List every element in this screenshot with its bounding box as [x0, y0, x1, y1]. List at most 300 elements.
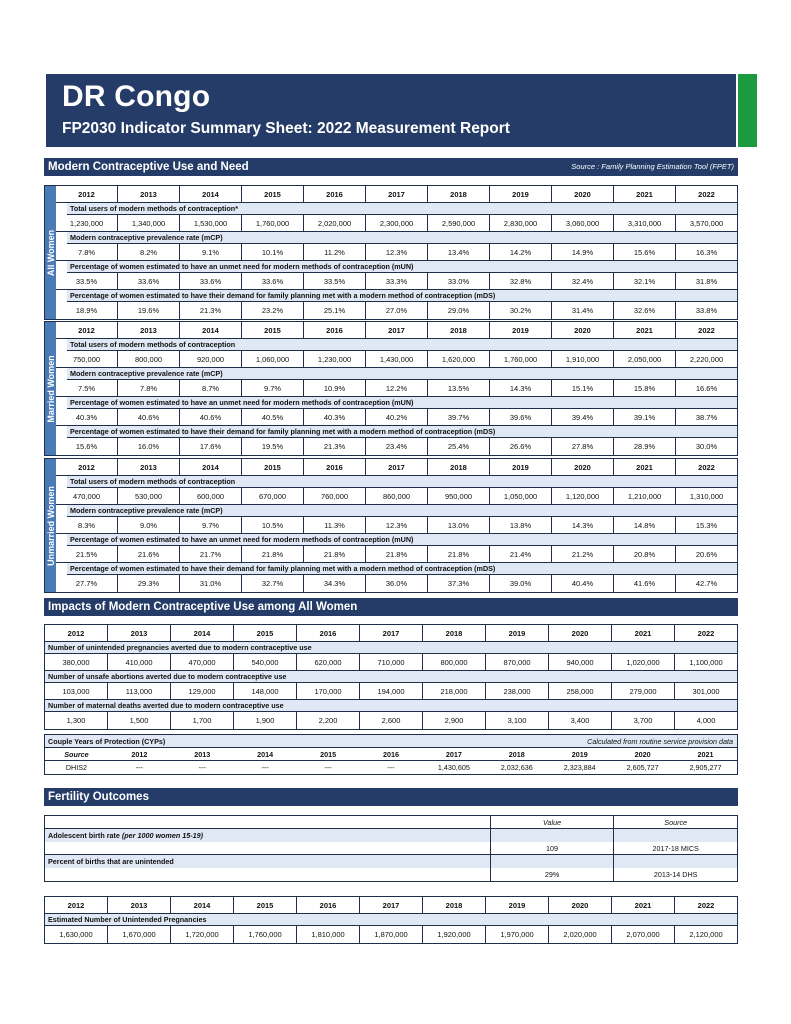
- value-cell: 15.3%: [676, 517, 737, 534]
- value-cell: 21.2%: [552, 546, 614, 563]
- year-header: 2018: [428, 322, 490, 339]
- value-cell: 3,700: [612, 712, 675, 729]
- year-header: 2022: [676, 459, 737, 476]
- value-cell: 30.2%: [490, 302, 552, 319]
- value-cell: 33.3%: [366, 273, 428, 290]
- cyp-year: 2013: [171, 748, 234, 761]
- value-cell: 32.6%: [614, 302, 676, 319]
- value-cell: 113,000: [108, 683, 171, 700]
- year-header: 2012: [56, 186, 118, 203]
- cyp-value: ---: [198, 763, 206, 772]
- value-row: [56, 517, 737, 534]
- indicator-label: Percentage of women estimated to have their demand for family planning met with a modern method of contraception (mDS): [67, 290, 737, 302]
- cyp-note: Calculated from routine service provision data: [587, 737, 733, 746]
- value-cell: 800,000: [423, 654, 486, 671]
- group-side-label: [45, 186, 56, 319]
- year-header: 2014: [171, 625, 234, 642]
- indicator-label: Percentage of women estimated to have their demand for family planning met with a modern method of contraception (mDS): [67, 426, 737, 438]
- cyp-value: 2,323,884: [563, 763, 596, 772]
- year-header: 2016: [304, 459, 366, 476]
- value-cell: 21.5%: [56, 546, 118, 563]
- year-header: 2017: [366, 459, 428, 476]
- year-header: 2022: [676, 322, 737, 339]
- value-cell: 920,000: [180, 351, 242, 368]
- value-cell: 1,530,000: [180, 215, 242, 232]
- value-cell: 194,000: [360, 683, 423, 700]
- value-cell: 710,000: [360, 654, 423, 671]
- page-subtitle: FP2030 Indicator Summary Sheet: 2022 Measurement Report: [62, 120, 510, 137]
- value-cell: 23.4%: [366, 438, 428, 455]
- value-cell: 3,100: [486, 712, 549, 729]
- value-cell: 12.3%: [366, 517, 428, 534]
- year-header: 2018: [423, 625, 486, 642]
- value-cell: 950,000: [428, 488, 490, 505]
- year-header: 2013: [108, 625, 171, 642]
- value-cell: 17.6%: [180, 438, 242, 455]
- value-cell: 760,000: [304, 488, 366, 505]
- married-women-table: [44, 321, 738, 456]
- year-header-row: [45, 625, 737, 642]
- fertility-header-row: [45, 816, 737, 829]
- unintended-label-row: [45, 855, 737, 868]
- value-cell: 750,000: [56, 351, 118, 368]
- value-row: [45, 683, 737, 700]
- value-cell: 39.7%: [428, 409, 490, 426]
- cyp-value-row: [45, 761, 737, 774]
- value-cell: 40.3%: [304, 409, 366, 426]
- value-cell: 1,720,000: [171, 926, 234, 943]
- year-header: 2017: [366, 322, 428, 339]
- value-cell: 15.8%: [614, 380, 676, 397]
- year-header: 2015: [242, 186, 304, 203]
- year-header: 2021: [614, 459, 676, 476]
- value-cell: 14.3%: [552, 517, 614, 534]
- value-cell: 25.4%: [428, 438, 490, 455]
- value-cell: 1,020,000: [612, 654, 675, 671]
- value-cell: 39.6%: [490, 409, 552, 426]
- value-cell: 23.2%: [242, 302, 304, 319]
- fertility-table: [44, 815, 738, 882]
- section-header-impacts: [44, 598, 738, 616]
- abr-source: 2017-18 MICS: [613, 842, 737, 854]
- value-cell: 33.0%: [428, 273, 490, 290]
- value-cell: 8.3%: [56, 517, 118, 534]
- indicator-label: Number of unintended pregnancies averted due to modern contraceptive use: [45, 642, 737, 654]
- value-cell: 1,050,000: [490, 488, 552, 505]
- year-header-row: [45, 897, 737, 914]
- value-cell: 8.7%: [180, 380, 242, 397]
- year-header: 2021: [614, 322, 676, 339]
- value-cell: 218,000: [423, 683, 486, 700]
- value-cell: 1,620,000: [428, 351, 490, 368]
- value-cell: 41.6%: [614, 575, 676, 592]
- value-cell: 32.7%: [242, 575, 304, 592]
- value-cell: 37.3%: [428, 575, 490, 592]
- cyp-year: 2014: [234, 748, 297, 761]
- cyp-value: ---: [261, 763, 269, 772]
- cyp-source: DHIS2: [65, 763, 88, 772]
- section-title: Fertility Outcomes: [48, 791, 149, 803]
- value-cell: 410,000: [108, 654, 171, 671]
- value-cell: 380,000: [45, 654, 108, 671]
- indicator-grid: [56, 186, 737, 319]
- value-cell: 21.3%: [180, 302, 242, 319]
- value-cell: 34.3%: [304, 575, 366, 592]
- year-header: 2012: [45, 897, 108, 914]
- value-cell: 2,300,000: [366, 215, 428, 232]
- value-cell: 470,000: [171, 654, 234, 671]
- year-header: 2021: [614, 186, 676, 203]
- value-cell: 530,000: [118, 488, 180, 505]
- value-cell: 7.8%: [118, 380, 180, 397]
- value-cell: 39.4%: [552, 409, 614, 426]
- value-cell: 3,310,000: [614, 215, 676, 232]
- year-header: 2020: [552, 186, 614, 203]
- value-cell: 2,120,000: [689, 930, 723, 939]
- value-cell: 3,570,000: [676, 215, 737, 232]
- value-cell: 860,000: [366, 488, 428, 505]
- year-header: 2019: [486, 625, 549, 642]
- year-header: 2017: [360, 897, 423, 914]
- year-header: 2012: [56, 322, 118, 339]
- abr-value: 109: [490, 842, 614, 854]
- cyp-value: ---: [387, 763, 395, 772]
- value-cell: 26.6%: [490, 438, 552, 455]
- section-source: Source : Family Planning Estimation Tool (FPET): [571, 162, 734, 171]
- value-row: [56, 546, 737, 563]
- year-header: 2022: [675, 897, 737, 914]
- value-cell: 1,120,000: [552, 488, 614, 505]
- value-cell: 470,000: [56, 488, 118, 505]
- value-cell: 170,000: [297, 683, 360, 700]
- value-cell: 4,000: [696, 716, 716, 725]
- source-header: Source: [613, 816, 737, 828]
- cyp-year: 2016: [360, 748, 423, 761]
- value-row: [45, 926, 737, 943]
- year-header: 2014: [180, 459, 242, 476]
- year-header: 2014: [171, 897, 234, 914]
- unintended-value: 29%: [490, 868, 614, 881]
- indicator-label: Percentage of women estimated to have an unmet need for modern methods of contraception (mUN): [67, 261, 737, 273]
- value-row: [56, 215, 737, 232]
- cyp-value: 2,032,636: [500, 763, 533, 772]
- year-header: 2015: [242, 459, 304, 476]
- value-cell: 1,810,000: [297, 926, 360, 943]
- year-header: 2020: [549, 897, 612, 914]
- value-cell: 21.3%: [304, 438, 366, 455]
- value-cell: 3,400: [549, 712, 612, 729]
- cyp-year-row: [45, 748, 737, 761]
- value-cell: 21.8%: [428, 546, 490, 563]
- value-cell: 21.4%: [490, 546, 552, 563]
- value-cell: 31.4%: [552, 302, 614, 319]
- indicator-label: Modern contraceptive prevalence rate (mCP): [67, 368, 737, 380]
- value-cell: 2,070,000: [612, 926, 675, 943]
- impacts-table: [44, 624, 738, 730]
- value-cell: 1,210,000: [614, 488, 676, 505]
- value-cell: 2,220,000: [676, 351, 737, 368]
- value-cell: 1,970,000: [486, 926, 549, 943]
- value-row: [56, 351, 737, 368]
- value-cell: 31.8%: [676, 273, 737, 290]
- cyp-header: [45, 735, 737, 748]
- year-header-row: [56, 186, 737, 203]
- value-cell: 27.0%: [366, 302, 428, 319]
- indicator-label: Modern contraceptive prevalence rate (mCP): [67, 232, 737, 244]
- value-cell: 129,000: [171, 683, 234, 700]
- value-row: [56, 273, 737, 290]
- year-header-row: [56, 459, 737, 476]
- value-cell: 20.8%: [614, 546, 676, 563]
- value-cell: 2,900: [423, 712, 486, 729]
- abr-label: Adolescent birth rate (per 1000 women 15-19): [48, 831, 203, 840]
- value-cell: 16.3%: [676, 244, 737, 261]
- value-cell: 1,670,000: [108, 926, 171, 943]
- value-cell: 11.3%: [304, 517, 366, 534]
- value-cell: 15.1%: [552, 380, 614, 397]
- year-header: 2017: [366, 186, 428, 203]
- year-header: 2020: [549, 625, 612, 642]
- value-cell: 38.7%: [676, 409, 737, 426]
- value-cell: 1,100,000: [675, 654, 737, 671]
- value-cell: 20.6%: [676, 546, 737, 563]
- value-cell: 9.1%: [180, 244, 242, 261]
- value-cell: 25.1%: [304, 302, 366, 319]
- value-cell: 36.0%: [366, 575, 428, 592]
- value-cell: 1,340,000: [118, 215, 180, 232]
- value-cell: 7.5%: [56, 380, 118, 397]
- value-cell: 670,000: [242, 488, 304, 505]
- year-header: 2015: [234, 625, 297, 642]
- year-header: 2013: [118, 459, 180, 476]
- section-header-fertility: [44, 788, 738, 806]
- value-cell: 21.8%: [366, 546, 428, 563]
- value-cell: 12.2%: [366, 380, 428, 397]
- year-header: 2022: [676, 186, 737, 203]
- year-header: 2014: [180, 186, 242, 203]
- value-cell: 1,760,000: [234, 926, 297, 943]
- page-title: DR Congo: [62, 80, 211, 113]
- value-cell: 13.8%: [490, 517, 552, 534]
- value-cell: 2,600: [360, 712, 423, 729]
- value-cell: 1,630,000: [45, 926, 108, 943]
- year-header: 2020: [552, 459, 614, 476]
- year-header: 2013: [108, 897, 171, 914]
- value-cell: 15.6%: [614, 244, 676, 261]
- section-title: Impacts of Modern Contraceptive Use among All Women: [48, 601, 358, 613]
- value-cell: 40.2%: [366, 409, 428, 426]
- value-cell: 2,830,000: [490, 215, 552, 232]
- value-cell: 42.7%: [695, 579, 718, 588]
- value-cell: 940,000: [549, 654, 612, 671]
- value-cell: 29.3%: [118, 575, 180, 592]
- value-cell: 33.8%: [695, 306, 718, 315]
- indicator-grid: [45, 625, 737, 729]
- value-cell: 11.2%: [304, 244, 366, 261]
- year-header: 2013: [118, 322, 180, 339]
- value-cell: 2,020,000: [549, 926, 612, 943]
- indicator-label: Estimated Number of Unintended Pregnancies: [45, 914, 737, 926]
- value-row: [56, 380, 737, 397]
- cyp-year: 2012: [108, 748, 171, 761]
- year-header: 2017: [360, 625, 423, 642]
- year-header: 2014: [180, 322, 242, 339]
- value-cell: 8.2%: [118, 244, 180, 261]
- indicator-label: Total users of modern methods of contraception: [67, 339, 737, 351]
- value-cell: 21.7%: [180, 546, 242, 563]
- value-cell: 9.7%: [242, 380, 304, 397]
- value-cell: 1,310,000: [676, 488, 737, 505]
- value-cell: 16.6%: [676, 380, 737, 397]
- year-header: 2016: [297, 625, 360, 642]
- value-cell: 600,000: [180, 488, 242, 505]
- cyp-value: 1,430,605: [437, 763, 470, 772]
- value-cell: 238,000: [486, 683, 549, 700]
- year-header: 2016: [297, 897, 360, 914]
- cyp-value: 2,905,277: [689, 763, 722, 772]
- value-cell: 1,500: [108, 712, 171, 729]
- value-cell: 14.9%: [552, 244, 614, 261]
- indicator-label: Number of unsafe abortions averted due to modern contraceptive use: [45, 671, 737, 683]
- cyp-table: [44, 734, 738, 775]
- value-cell: 13.4%: [428, 244, 490, 261]
- value-cell: 40.6%: [180, 409, 242, 426]
- value-cell: 1,230,000: [304, 351, 366, 368]
- value-cell: 9.7%: [180, 517, 242, 534]
- value-cell: 29.0%: [428, 302, 490, 319]
- year-header: 2021: [612, 897, 675, 914]
- value-cell: 1,430,000: [366, 351, 428, 368]
- value-cell: 21.8%: [242, 546, 304, 563]
- year-header: 2019: [490, 459, 552, 476]
- value-cell: 13.5%: [428, 380, 490, 397]
- value-row: [45, 712, 737, 729]
- cyp-value: ---: [324, 763, 332, 772]
- value-row: [45, 654, 737, 671]
- unintended-value-row: [45, 868, 737, 881]
- value-cell: 12.3%: [366, 244, 428, 261]
- value-cell: 1,060,000: [242, 351, 304, 368]
- indicator-label: Total users of modern methods of contraception: [67, 476, 737, 488]
- value-cell: 32.1%: [614, 273, 676, 290]
- section-header-modern-use: [44, 158, 738, 176]
- value-cell: 27.7%: [56, 575, 118, 592]
- cyp-title: Couple Years of Protection (CYPs): [48, 737, 166, 746]
- unmarried-women-table: [44, 458, 738, 593]
- section-title: Modern Contraceptive Use and Need: [48, 161, 249, 173]
- unintended-source: 2013-14 DHS: [613, 868, 737, 881]
- value-cell: 30.0%: [695, 442, 718, 451]
- year-header: 2022: [675, 625, 737, 642]
- cyp-year: 2015: [297, 748, 360, 761]
- indicator-label: Percentage of women estimated to have an unmet need for modern methods of contraception (mUN): [67, 397, 737, 409]
- value-cell: 33.6%: [242, 273, 304, 290]
- value-cell: 10.9%: [304, 380, 366, 397]
- year-header: 2018: [428, 186, 490, 203]
- year-header: 2019: [490, 322, 552, 339]
- value-cell: 39.0%: [490, 575, 552, 592]
- value-cell: 31.0%: [180, 575, 242, 592]
- group-label-text: Unmarried Women: [45, 485, 56, 566]
- indicator-grid: [56, 322, 737, 455]
- value-cell: 1,300: [45, 712, 108, 729]
- value-cell: 9.0%: [118, 517, 180, 534]
- value-cell: 40.3%: [56, 409, 118, 426]
- value-cell: 16.0%: [118, 438, 180, 455]
- year-header: 2019: [490, 186, 552, 203]
- abr-label-row: [45, 829, 737, 842]
- group-side-label: [45, 459, 56, 592]
- unintended-pregnancies-table: [44, 896, 738, 944]
- value-row: [56, 575, 737, 592]
- value-cell: 2,050,000: [614, 351, 676, 368]
- cyp-value: 2,605,727: [626, 763, 659, 772]
- cyp-year: 2019: [548, 748, 611, 761]
- year-header: 2016: [304, 322, 366, 339]
- unintended-label: Percent of births that are unintended: [48, 857, 174, 866]
- value-cell: 21.6%: [118, 546, 180, 563]
- value-cell: 1,760,000: [490, 351, 552, 368]
- accent-stripe: [738, 74, 757, 147]
- value-cell: 2,200: [297, 712, 360, 729]
- year-header-row: [56, 322, 737, 339]
- title-banner: [46, 74, 736, 147]
- year-header: 2018: [423, 897, 486, 914]
- value-cell: 301,000: [675, 683, 737, 700]
- abr-value-row: [45, 842, 737, 855]
- value-cell: 1,760,000: [242, 215, 304, 232]
- value-cell: 103,000: [45, 683, 108, 700]
- value-cell: 7.8%: [56, 244, 118, 261]
- value-cell: 33.6%: [118, 273, 180, 290]
- value-cell: 148,000: [234, 683, 297, 700]
- value-cell: 33.6%: [180, 273, 242, 290]
- value-cell: 3,060,000: [552, 215, 614, 232]
- value-cell: 1,920,000: [423, 926, 486, 943]
- value-cell: 10.5%: [242, 517, 304, 534]
- all-women-table: [44, 185, 738, 320]
- value-cell: 32.8%: [490, 273, 552, 290]
- indicator-label: Total users of modern methods of contraception*: [67, 203, 737, 215]
- value-cell: 279,000: [612, 683, 675, 700]
- cyp-year: 2017: [422, 748, 485, 761]
- value-cell: 620,000: [297, 654, 360, 671]
- cyp-value: ---: [135, 763, 143, 772]
- cyp-source-header: Source: [45, 748, 108, 761]
- value-row: [56, 438, 737, 455]
- value-row: [56, 244, 737, 261]
- cyp-year: 2021: [674, 748, 737, 761]
- group-side-label: [45, 322, 56, 455]
- year-header: 2012: [45, 625, 108, 642]
- indicator-label: Modern contraceptive prevalence rate (mCP): [67, 505, 737, 517]
- value-cell: 40.5%: [242, 409, 304, 426]
- value-cell: 1,900: [234, 712, 297, 729]
- cyp-year: 2018: [485, 748, 548, 761]
- value-cell: 2,020,000: [304, 215, 366, 232]
- value-cell: 13.0%: [428, 517, 490, 534]
- value-cell: 40.4%: [552, 575, 614, 592]
- value-cell: 19.5%: [242, 438, 304, 455]
- year-header: 2015: [242, 322, 304, 339]
- cyp-year: 2020: [611, 748, 674, 761]
- indicator-label: Percentage of women estimated to have their demand for family planning met with a modern method of contraception (mDS): [67, 563, 737, 575]
- year-header: 2020: [552, 322, 614, 339]
- indicator-label: Percentage of women estimated to have an unmet need for modern methods of contraception (mUN): [67, 534, 737, 546]
- indicator-label: Number of maternal deaths averted due to modern contraceptive use: [45, 700, 737, 712]
- group-label-text: All Women: [45, 229, 56, 276]
- value-cell: 21.8%: [304, 546, 366, 563]
